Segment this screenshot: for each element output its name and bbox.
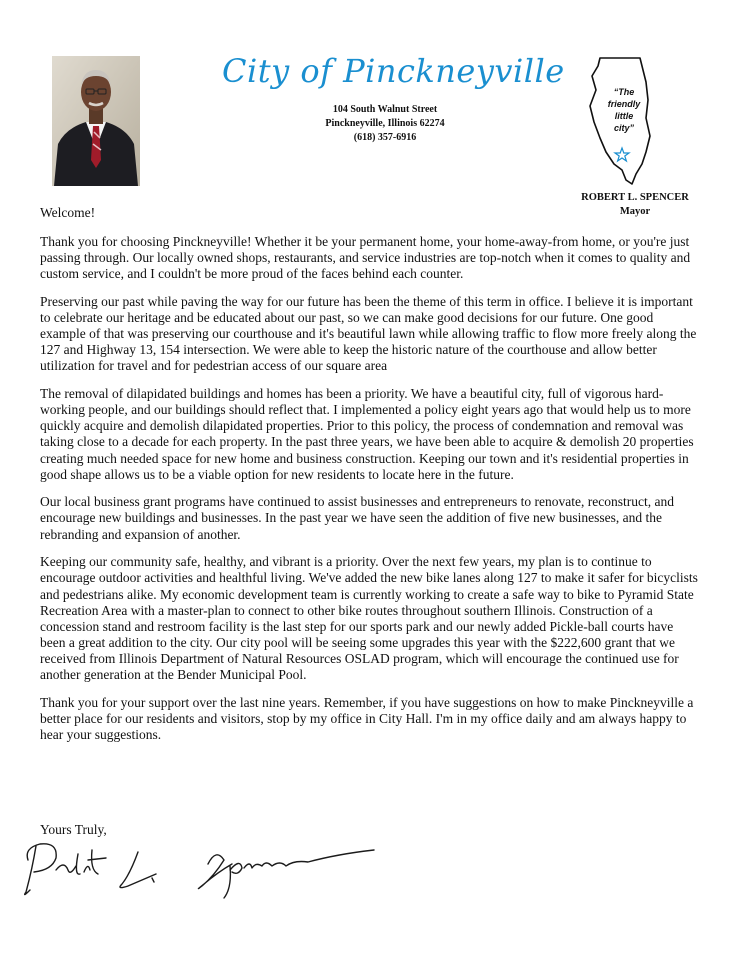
city-tagline	[598, 86, 650, 134]
letter-paragraph: The removal of dilapidated buildings and homes has been a priority. We have a beautiful city, full of vigorous hard-working people, and our buildings should reflect that. I implemented a policy eight years ago that would help us to more quickly acquire and demolish dilapidated properties. Prior to this policy, the process of condemnation and removal was taking close to a decade for each property. In the past three years, we have been able to acquire & demolish 20 properties creating much needed space for new home and business construction. Keeping our town and it's residential properties in good shape allows us to be a viable option for new residents to locate here in the future.	[40, 386, 694, 482]
tagline-line: city”	[613, 123, 634, 133]
letter-paragraph: Thank you for choosing Pinckneyville! Whether it be your permanent home, your home-away-from home, or you're just passing through. Our locally owned shops, restaurants, and service industries are top-notch when it comes to quality and custom service, and I couldn't be more proud of the faces behind each counter.	[40, 234, 691, 282]
mayor-title: Mayor	[619, 206, 651, 217]
signature	[18, 830, 378, 900]
phone-number: (618) 357-6916	[353, 132, 417, 143]
tagline-line: “The	[613, 87, 635, 97]
letter-paragraph: Keeping our community safe, healthy, and vibrant is a priority. Over the next few years, my plan is to continue to encourage outdoor activities and healthful living. We've added the new bike lanes along 127 to make it safer for bicyclists and pedestrians alike. My economic development team is currently working to create a safe way to bike to Pyramid State Recreation Area with a master-plan to connect to other bike routes throughout southern Illinois. Construction of a concession stand and restroom facility is the last step for our sports park and our newly added Pickle-ball courts have been a great addition to the city. Our city pool will be seeing some upgrades this year with the $222,600 grant that we received from Illinois Department of Natural Resources OSLAD program, which will encourage the continued use for another generation at the Bender Municipal Pool.	[40, 554, 698, 682]
greeting: Welcome!	[40, 205, 96, 220]
letter-body	[40, 234, 700, 755]
tagline-line: little	[614, 111, 634, 121]
mayor-name: ROBERT L. SPENCER	[581, 192, 689, 203]
closing: Yours Truly,	[40, 822, 107, 837]
letter-paragraph: Thank you for your support over the last nine years. Remember, if you have suggestions on how to make Pinckneyville a better place for our residents and visitors, stop by my office in City Hall. I'm in my office daily and am always happy to hear your suggestions.	[40, 694, 694, 742]
tagline-line: friendly	[607, 99, 641, 109]
city-title: City of Pinckneyville	[222, 52, 565, 90]
mayor-photo	[52, 56, 140, 186]
letter-paragraph: Preserving our past while paving the way for our future has been the theme of this term in office. I believe it is important to celebrate our heritage and be educated about our past, so we can make good decisions for our future. One good example of that was preserving our courthouse and it's beautiful lawn while allowing traffic to flow more freely along the 127 and Highway 13, 154 intersection. We were able to keep the historic nature of the courthouse and allow better utilization for travel and for pedestrian access of our square area	[40, 293, 697, 374]
address-city-state: Pinckneyville, Illinois 62274	[325, 118, 445, 129]
letter-paragraph: Our local business grant programs have continued to assist businesses and entrepreneurs to renovate, reconstruct, and encourage new buildings and businesses. In the past year we have seen the addition of five new businesses, and the rebranding and expansion of another.	[40, 494, 674, 542]
address-street: 104 South Walnut Street	[332, 104, 438, 115]
